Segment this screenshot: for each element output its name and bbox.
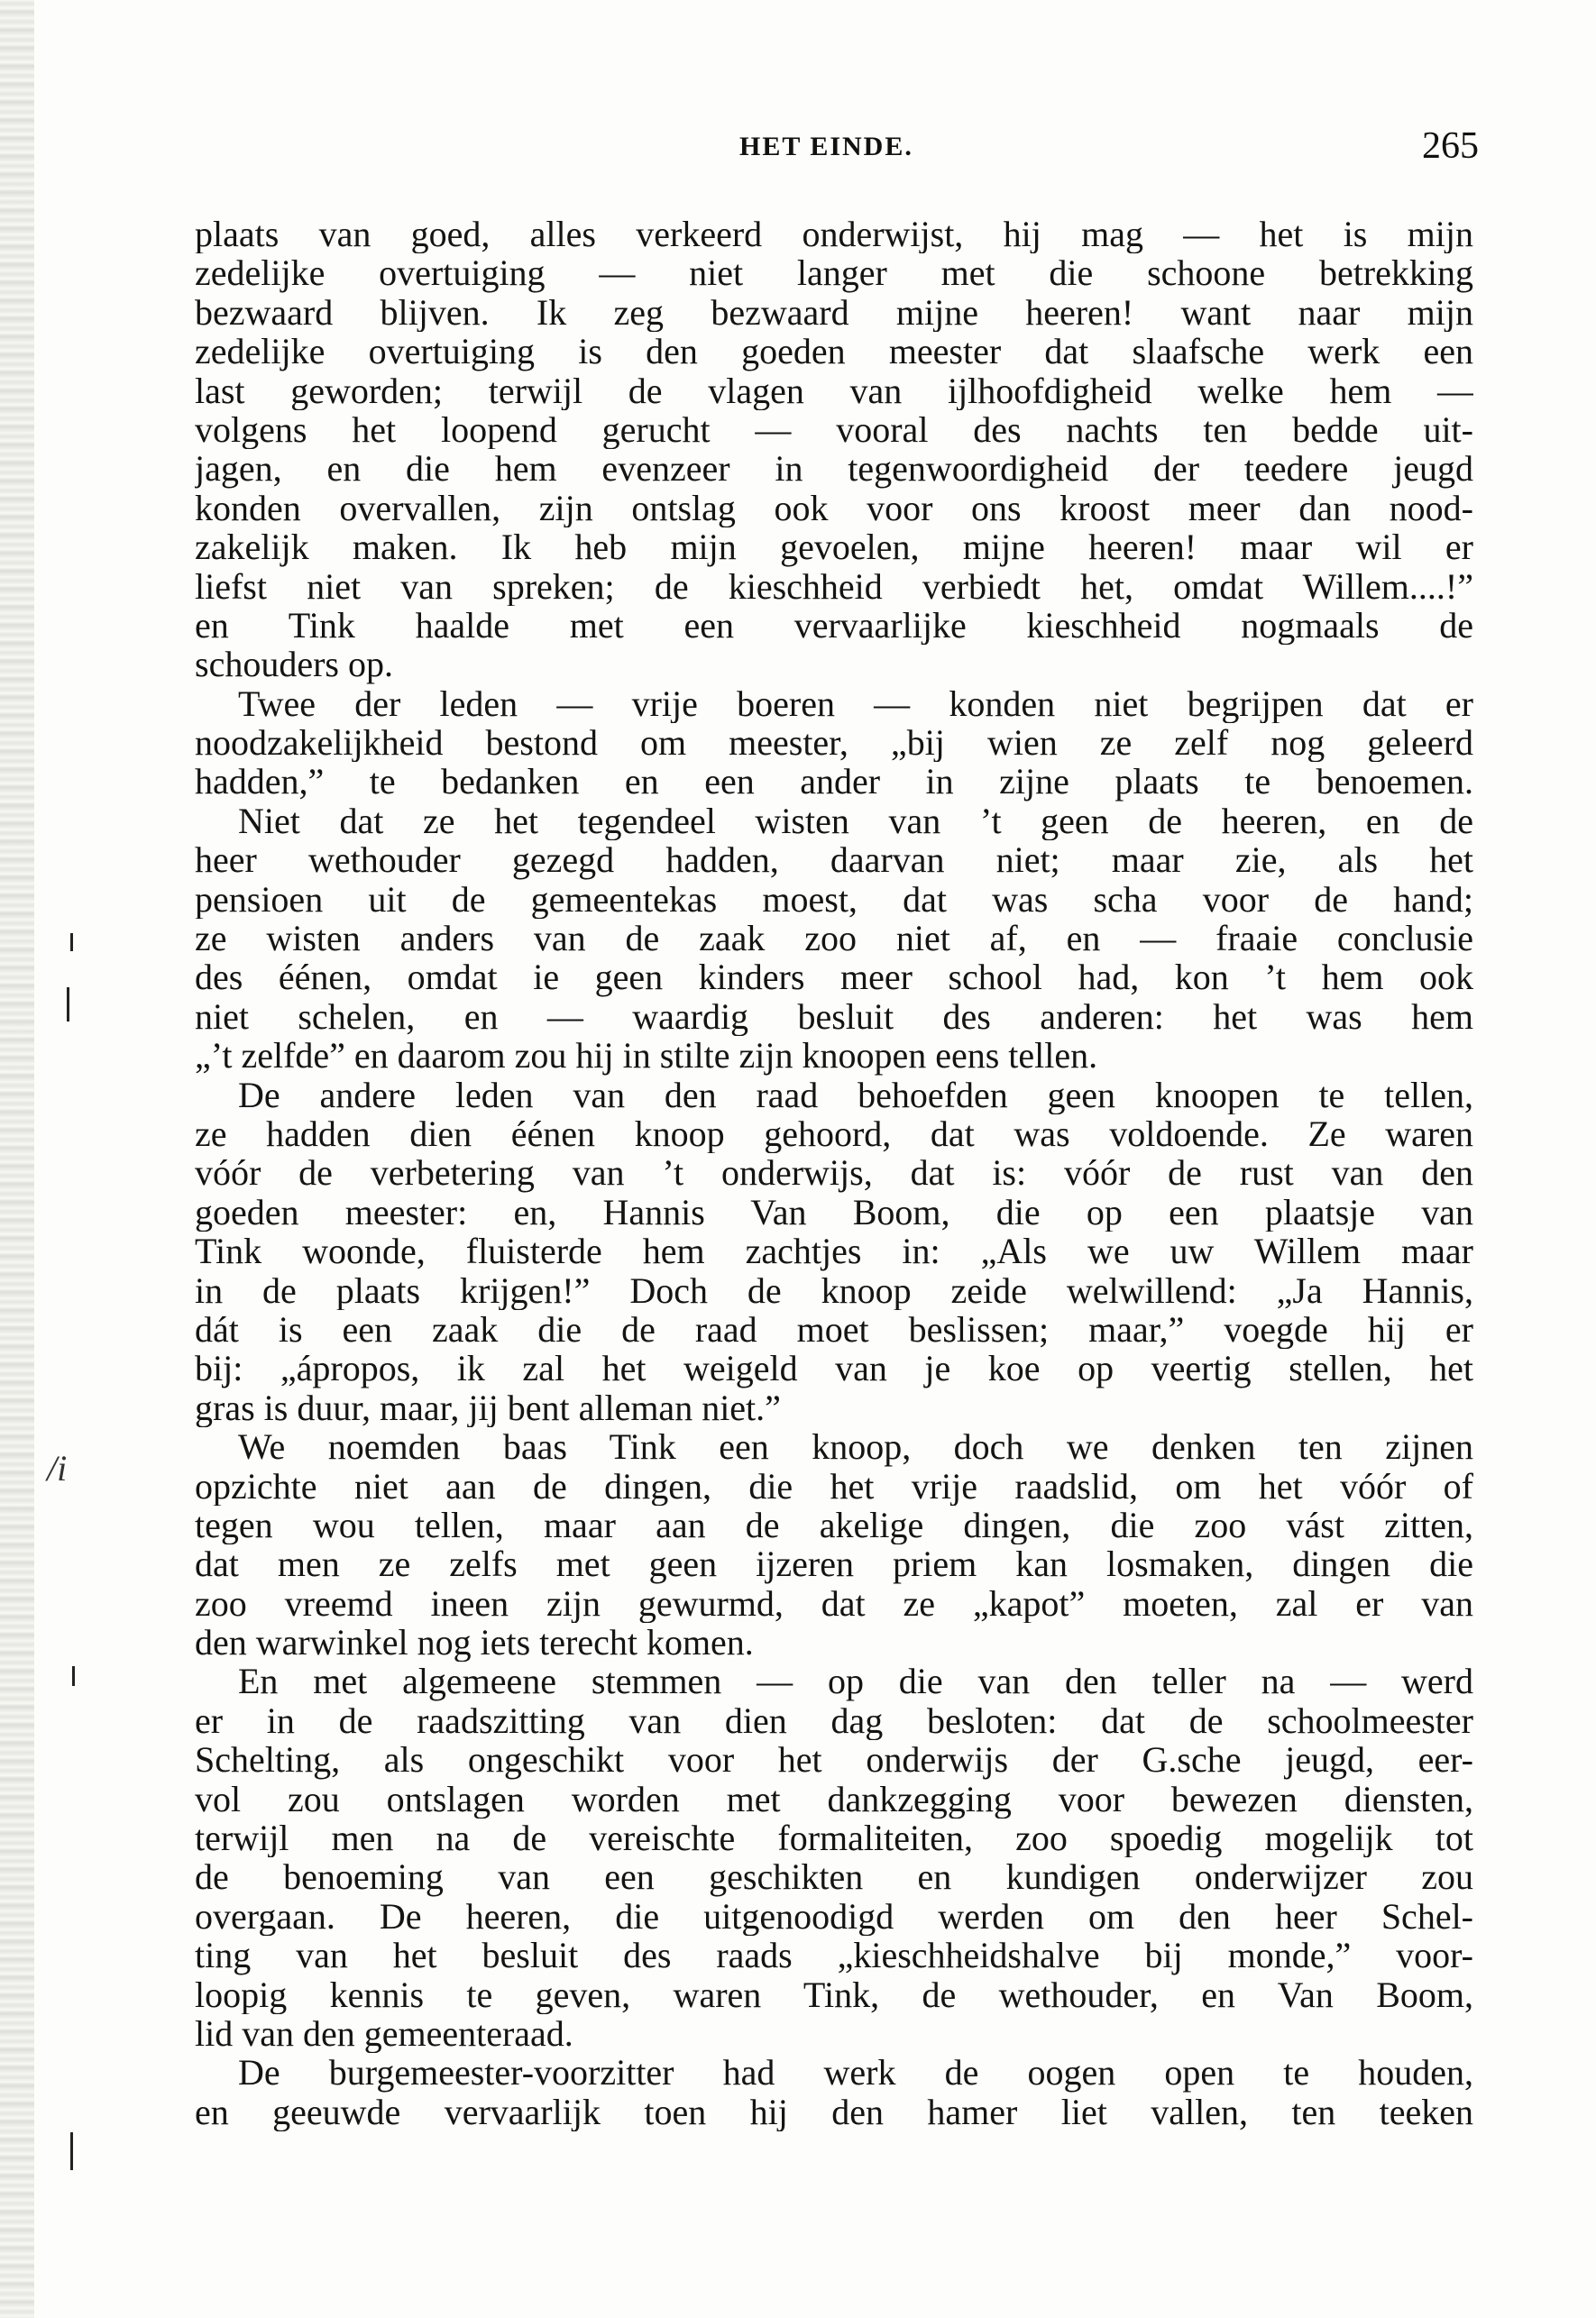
text-line: er in de raadszitting van dien dag besloten: dat de schoolmeester [195, 1700, 1473, 1741]
text-line: hadden,” te bedanken en een ander in zijne plaats te benoemen. [195, 762, 1473, 802]
text-line: goeden meester: en, Hannis Van Boom, die op een plaatsje van [195, 1192, 1473, 1232]
text-line: Niet dat ze het tegendeel wisten van ’t geen de heeren, en de [238, 801, 1473, 841]
text-line: „’t zelfde” en daarom zou hij in stilte zijn knoopen eens tellen. [195, 1036, 1098, 1076]
text-line: en Tink haalde met een vervaarlijke kieschheid nogmaals de [195, 605, 1473, 646]
text-line: noodzakelijkheid bestond om meester, „bij wien ze zelf nog geleerd [195, 723, 1473, 763]
scan-edge [0, 0, 34, 2318]
text-line: loopig kennis te geven, waren Tink, de wethouder, en Van Boom, [195, 1974, 1473, 2014]
text-line: pensioen uit de gemeentekas moest, dat was scha voor de hand; [195, 879, 1473, 920]
text-line: heer wethouder gezegd hadden, daarvan niet; maar zie, als het [195, 840, 1473, 880]
text-line: liefst niet van spreken; de kieschheid verbiedt het, omdat Willem....!” [195, 566, 1473, 606]
text-line: in de plaats krijgen!” Doch de knoop zeide welwillend: „Ja Hannis, [195, 1270, 1473, 1310]
margin-glyph: /i [47, 1448, 68, 1489]
text-line: vóór de verbetering van ’t onderwijs, dat is: vóór de rust van den [195, 1153, 1473, 1193]
text-line: gras is duur, maar, jij bent alleman niet.” [195, 1388, 781, 1428]
margin-mark [70, 933, 73, 951]
text-line: Twee der leden — vrije boeren — konden niet begrijpen dat er [238, 683, 1473, 724]
text-line: niet schelen, en — waardig besluit des anderen: het was hem [195, 996, 1473, 1037]
text-line: zoo vreemd ineen zijn gewurmd, dat ze „kapot” moeten, zal er van [195, 1583, 1473, 1624]
text-line: Tink woonde, fluisterde hem zachtjes in: „Als we uw Willem maar [195, 1232, 1473, 1271]
text-line: En met algemeene stemmen — op die van den teller na — werd [238, 1662, 1473, 1701]
text-line: dat men ze zelfs met geen ijzeren priem kan losmaken, dingen die [195, 1544, 1473, 1584]
text-line: dát is een zaak die de raad moet beslissen; maar,” voegde hij er [195, 1309, 1473, 1350]
text-line: overgaan. De heeren, die uitgenoodigd werden om den heer Schel- [195, 1896, 1473, 1937]
text-line: de benoeming van een geschikten en kundigen onderwijzer zou [195, 1857, 1473, 1897]
page-number: 265 [1422, 125, 1479, 167]
text-line: schouders op. [195, 645, 393, 684]
text-line: den warwinkel nog iets terecht komen. [195, 1623, 754, 1663]
text-line: en geeuwde vervaarlijk toen hij den hamer liet vallen, ten teeken [195, 2092, 1473, 2132]
text-line: zedelijke overtuiging — niet langer met die schoone betrekking [195, 253, 1473, 293]
text-line: konden overvallen, zijn ontslag ook voor ons kroost meer dan nood- [195, 488, 1473, 528]
text-line: opzichte niet aan de dingen, die het vrije raadslid, om het vóór of [195, 1466, 1473, 1506]
text-line: volgens het loopend gerucht — vooral des nachts ten bedde uit- [195, 409, 1473, 450]
text-line: zedelijke overtuiging is den goeden meester dat slaafsche werk een [195, 332, 1473, 371]
text-line: De burgemeester-voorzitter had werk de oogen open te houden, [238, 2053, 1473, 2093]
text-line: bezwaard blijven. Ik zeg bezwaard mijne heeren! want naar mijn [195, 292, 1473, 333]
page-header [198, 124, 1479, 179]
body-text [195, 215, 1473, 2131]
text-line: ze hadden dien éénen knoop gehoord, dat was voldoende. Ze waren [195, 1113, 1473, 1154]
text-line: ze wisten anders van de zaak zoo niet af, en — fraaie conclusie [195, 919, 1473, 958]
text-line: lid van den gemeenteraad. [195, 2013, 573, 2054]
text-line: zakelijk maken. Ik heb mijn gevoelen, mijne heeren! maar wil er [195, 527, 1473, 567]
margin-mark [67, 987, 69, 1022]
running-head: HET EINDE. [739, 132, 913, 161]
text-line: vol zou ontslagen worden met dankzegging voor bewezen diensten, [195, 1779, 1473, 1819]
text-line: plaats van goed, alles verkeerd onderwijst, hij mag — het is mijn [195, 215, 1473, 254]
text-line: We noemden baas Tink een knoop, doch we denken ten zijnen [238, 1427, 1473, 1467]
text-line: bij: „ápropos, ik zal het weigeld van je koe op veertig stellen, het [195, 1349, 1473, 1388]
text-line: jagen, en die hem evenzeer in tegenwoordigheid der teedere jeugd [195, 449, 1473, 489]
margin-mark [70, 2132, 73, 2170]
text-line: last geworden; terwijl de vlagen van ijlhoofdigheid welke hem — [195, 371, 1473, 410]
text-line: des éénen, omdat ie geen kinders meer school had, kon ’t hem ook [195, 957, 1473, 997]
text-line: Schelting, als ongeschikt voor het onderwijs der G.sche jeugd, eer- [195, 1740, 1473, 1780]
text-line: De andere leden van den raad behoefden geen knoopen te tellen, [238, 1075, 1473, 1114]
text-line: terwijl men na de vereischte formaliteiten, zoo spoedig mogelijk tot [195, 1819, 1473, 1858]
text-line: tegen wou tellen, maar aan de akelige dingen, die zoo vást zitten, [195, 1505, 1473, 1545]
margin-mark [72, 1666, 75, 1686]
text-line: ting van het besluit des raads „kieschheidshalve bij monde,” voor- [195, 1936, 1473, 1975]
